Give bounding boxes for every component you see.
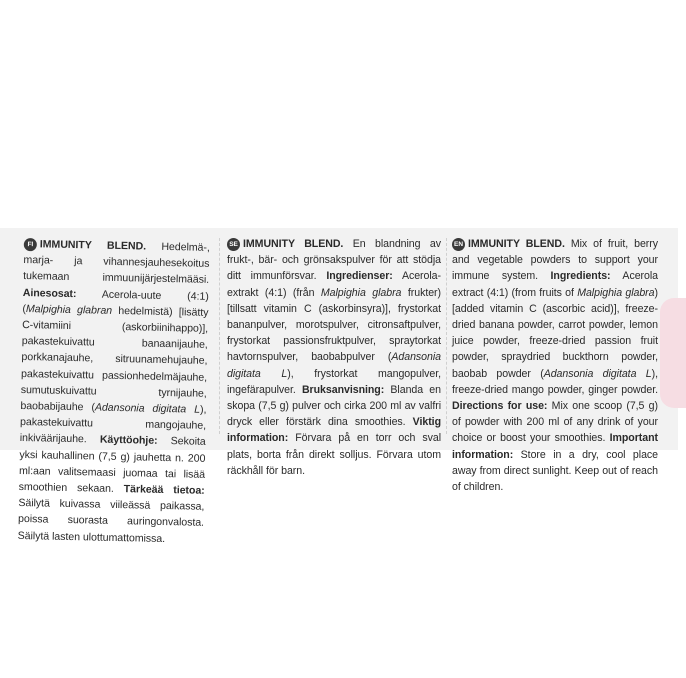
en-usage: Mix one scoop (7,5 g) of powder with 200 ml of any drink of your choice or boost your smoothies. xyxy=(452,400,658,445)
fi-intro: Hedelmä-, marja- ja vihannesjauhesekoitus tukemaan immuunijärjestelmääsi. xyxy=(23,240,210,287)
en-ingredients-b: ) [added vitamin C (ascorbic acid)], freeze-dried banana powder, carrot powder, lemon juice powder, freeze-dried passion fruit powder, spraydried buckthorn powder, baobab powder ( xyxy=(452,286,658,380)
se-info-label: Viktig information: xyxy=(227,416,441,445)
se-usage-label: Bruksanvisning: xyxy=(301,383,385,396)
en-usage-label: Directions for use: xyxy=(452,400,548,413)
fi-info: Säilytä kuivassa viileässä paikassa, poissa suorasta auringonvalosta. Säilytä lasten ulottumattomissa. xyxy=(17,497,205,545)
fi-ingredients-c: ), pakastekuivattu mangojauhe, inkiväärijauhe. xyxy=(19,403,207,447)
fi-latin-name-1: Malpighia glabran xyxy=(25,302,113,317)
se-latin-name-1: Malpighia glabra xyxy=(320,286,402,299)
se-intro: En blandning av frukt-, bär- och grönsakspulver för att stödja ditt immunförsvar. xyxy=(227,238,441,283)
fi-language-badge: FI xyxy=(24,238,37,251)
fi-info-label: Tärkeää tietoa: xyxy=(123,483,205,497)
column-divider xyxy=(219,238,220,434)
product-label-strip xyxy=(0,228,678,545)
fi-ingredients-b: hedelmistä) [lisätty C-vitamiini (askorbiinihappo)], pakastekuivattu banaanijauhe, porkkanajauhe, sitruunamehujauhe, pakastekuivattu passionhedelmäjauhe, sumutuskuivattu tyrnijauhe, baobabijauhe ( xyxy=(20,304,209,414)
en-intro: Mix of fruit, berry and vegetable powders to support your immune system. xyxy=(452,238,659,283)
en-ingredients-c: ), freeze-dried mango powder, ginger powder. xyxy=(452,367,658,396)
se-ingredients-c: ), frystorkat mangopulver, ingefärapulver. xyxy=(227,367,441,396)
se-language-badge: SE xyxy=(227,238,240,251)
fi-usage-label: Käyttöohje: xyxy=(99,434,158,448)
english-column xyxy=(452,236,658,495)
fi-title: IMMUNITY BLEND. xyxy=(39,238,147,253)
se-usage: Blanda en skopa (7,5 g) pulver och cirka 200 ml av valfri dryck eller förstärk dina smoothies. xyxy=(227,383,441,429)
fi-latin-name-2: Adansonia digitata L xyxy=(94,401,201,416)
en-ingredients-a: Acerola extract (4:1) (from fruits of xyxy=(452,270,658,299)
se-latin-name-2: Adansonia digitata L xyxy=(227,351,441,380)
column-divider xyxy=(446,238,447,434)
se-ingredients-b: frukter) [tillsatt vitamin C (askorbinsyra)], frystorkat bananpulver, morotspulver, citronsaftpulver, frystorkat passionsfruktpulver, spraytorkat havtornspulver, baobabpulver ( xyxy=(227,286,442,364)
fi-ingredients-a: Acerola-uute (4:1) ( xyxy=(22,287,209,315)
en-info: Store in a dry, cool place away from direct sunlight. Keep out of reach of children. xyxy=(452,448,658,494)
en-info-label: Important information: xyxy=(452,432,658,461)
en-latin-name-1: Malpighia glabra xyxy=(577,286,655,299)
fi-ingredients-label: Ainesosat: xyxy=(22,286,77,300)
pink-accent-tab xyxy=(660,298,686,408)
se-ingredients-label: Ingredienser: xyxy=(326,270,393,283)
fi-usage: Sekoita yksi kauhallinen (7,5 g) jauhetta n. 200 ml:aan valitsemaasi juomaa tai lisää smoothien sekaan. xyxy=(18,435,206,496)
en-latin-name-2: Adansonia digitata L xyxy=(543,367,652,380)
en-title: IMMUNITY BLEND. xyxy=(468,238,565,250)
se-ingredients-a: Acerola-extrakt (4:1) (från xyxy=(227,270,441,299)
swedish-column xyxy=(227,236,441,479)
en-language-badge: EN xyxy=(452,238,465,251)
se-info: Förvara på en torr och sval plats, borta från direkt solljus. Förvara utom räckhåll för barn. xyxy=(227,432,441,477)
en-ingredients-label: Ingredients: xyxy=(550,270,611,283)
se-title: IMMUNITY BLEND. xyxy=(243,238,344,250)
finnish-column xyxy=(18,236,210,548)
